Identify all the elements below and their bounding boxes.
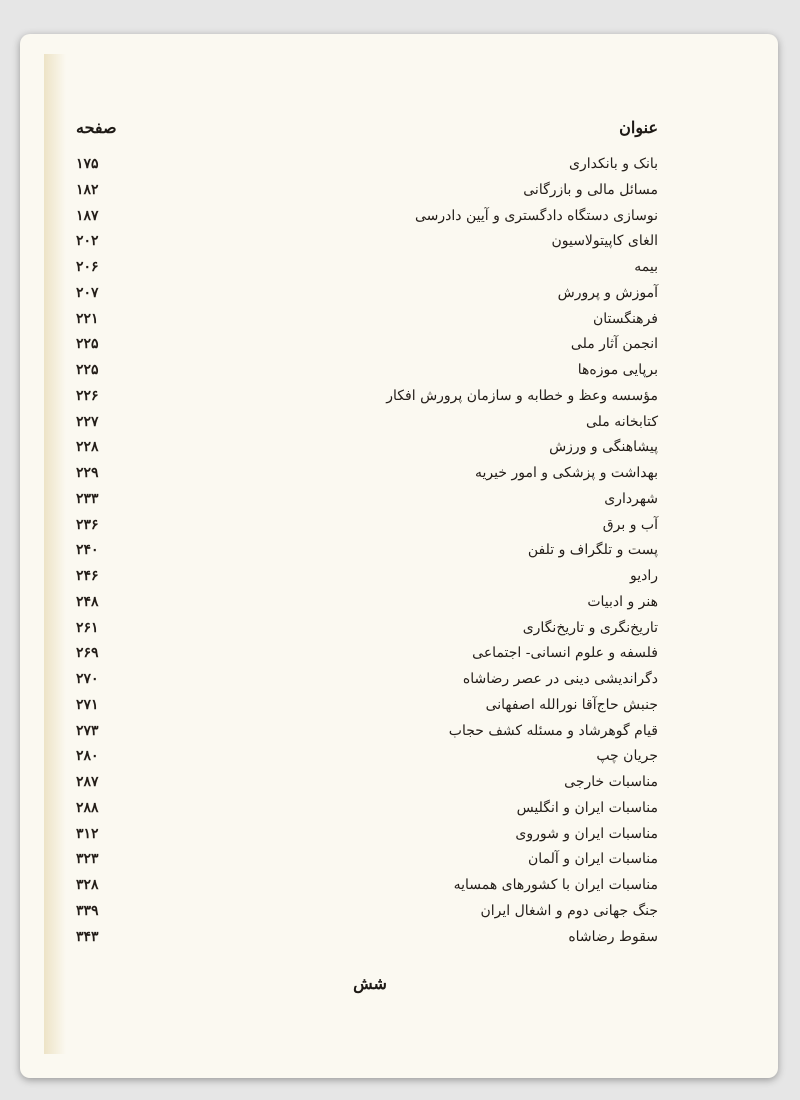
toc-entry-page-number: ۲۷۰	[76, 671, 99, 687]
toc-entry-page-number: ۳۲۳	[76, 851, 99, 868]
table-of-contents-list	[76, 154, 658, 952]
toc-entry-page-number: ۲۸۸	[76, 799, 99, 816]
toc-entry	[76, 875, 658, 901]
toc-entry-title: بیمه	[634, 259, 658, 275]
toc-entry	[76, 566, 658, 592]
toc-entry-title: جریان چپ	[596, 748, 658, 765]
toc-entry	[76, 206, 658, 232]
toc-entry	[76, 386, 658, 412]
toc-entry-page-number: ۲۰۲	[76, 233, 99, 250]
toc-entry-page-number: ۲۰۷	[76, 284, 99, 301]
toc-entry	[76, 772, 658, 798]
toc-entry-title: رادیو	[629, 568, 658, 584]
toc-entry-page-number: ۱۸۷	[76, 207, 99, 224]
toc-entry	[76, 154, 658, 180]
toc-entry-page-number: ۳۲۸	[76, 877, 99, 893]
toc-entry-page-number: ۳۱۲	[76, 825, 99, 842]
toc-entry-title: پست و تلگراف و تلفن	[527, 542, 658, 559]
page-column-heading: صفحه	[76, 118, 117, 137]
toc-entry-title: الغای کاپیتولاسیون	[551, 233, 658, 250]
toc-entry	[76, 334, 658, 360]
toc-entry	[76, 309, 658, 335]
toc-entry	[76, 721, 658, 747]
toc-entry-page-number: ۲۸۷	[76, 774, 99, 790]
toc-entry-title: فرهنگستان	[592, 310, 658, 327]
toc-entry-title: شهرداری	[604, 490, 658, 507]
toc-entry-title: بهداشت و پزشکی و امور خیریه	[475, 465, 658, 481]
toc-header	[76, 118, 658, 142]
toc-entry-page-number: ۲۲۵	[76, 362, 99, 378]
toc-entry	[76, 618, 658, 644]
book-page	[20, 34, 778, 1078]
toc-entry-title: آب و برق	[602, 516, 658, 533]
toc-entry	[76, 231, 658, 257]
toc-entry-title: سقوط رضاشاه	[568, 928, 658, 945]
toc-entry-title: مناسبات ایران با کشورهای همسایه	[453, 877, 658, 893]
toc-entry	[76, 360, 658, 386]
toc-entry-page-number: ۲۰۶	[76, 259, 99, 275]
toc-entry-title: مناسبات ایران و آلمان	[528, 851, 658, 868]
toc-entry-title: دگراندیشی دینی در عصر رضاشاه	[462, 671, 658, 687]
toc-entry	[76, 257, 658, 283]
toc-entry	[76, 437, 658, 463]
toc-entry-page-number: ۳۴۳	[76, 928, 99, 945]
toc-entry-page-number: ۲۳۳	[76, 490, 99, 507]
toc-entry-page-number: ۲۶۹	[76, 645, 99, 662]
toc-entry-page-number: ۱۷۵	[76, 156, 99, 172]
toc-entry-title: فلسفه و علوم انسانی- اجتماعی	[472, 645, 658, 662]
toc-entry	[76, 901, 658, 927]
toc-entry-page-number: ۲۲۸	[76, 439, 99, 456]
toc-entry-title: هنر و ادبیات	[587, 593, 658, 610]
toc-entry	[76, 412, 658, 438]
title-column-heading: عنوان	[619, 118, 658, 137]
toc-entry	[76, 695, 658, 721]
toc-entry	[76, 798, 658, 824]
toc-entry-title: برپایی موزه‌ها	[577, 362, 658, 378]
toc-entry	[76, 283, 658, 309]
toc-entry-page-number: ۲۴۸	[76, 593, 99, 610]
toc-entry	[76, 849, 658, 875]
toc-entry	[76, 669, 658, 695]
toc-entry-title: پیشاهنگی و ورزش	[549, 439, 658, 456]
toc-entry-page-number: ۲۸۰	[76, 748, 99, 765]
toc-entry	[76, 463, 658, 489]
toc-entry-title: قیام گوهرشاد و مسئله کشف حجاب	[448, 722, 658, 739]
toc-entry-page-number: ۲۴۶	[76, 568, 99, 584]
toc-entry-title: بانک و بانکداری	[569, 156, 658, 172]
toc-entry-title: مناسبات ایران و شوروی	[515, 825, 658, 842]
toc-entry	[76, 540, 658, 566]
toc-entry-title: مناسبات ایران و انگلیس	[516, 799, 658, 816]
toc-entry-title: مناسبات خارجی	[564, 774, 658, 790]
toc-entry	[76, 180, 658, 206]
toc-entry-title: آموزش و پرورش	[557, 284, 658, 301]
toc-entry	[76, 824, 658, 850]
toc-entry-page-number: ۲۷۱	[76, 696, 99, 713]
toc-entry-page-number: ۱۸۲	[76, 181, 99, 198]
page-number-folio: شش	[353, 974, 387, 993]
toc-entry-page-number: ۳۳۹	[76, 902, 99, 919]
toc-entry-page-number: ۲۲۱	[76, 310, 99, 327]
toc-entry-title: جنبش حاج‌آقا نورالله اصفهانی	[485, 696, 658, 713]
toc-entry-page-number: ۲۶۱	[76, 619, 99, 636]
toc-entry-page-number: ۲۷۳	[76, 722, 99, 739]
toc-entry-title: تاریخ‌نگری و تاریخ‌نگاری	[522, 619, 658, 636]
toc-entry-page-number: ۲۲۹	[76, 465, 99, 481]
toc-entry-page-number: ۲۳۶	[76, 516, 99, 533]
page-fold-shading	[44, 54, 66, 1054]
toc-entry	[76, 746, 658, 772]
toc-entry-title: کتابخانه ملی	[585, 413, 658, 430]
toc-entry	[76, 489, 658, 515]
toc-entry-title: نوسازی دستگاه دادگستری و آیین دادرسی	[415, 207, 658, 224]
toc-entry	[76, 592, 658, 618]
toc-entry-page-number: ۲۴۰	[76, 542, 99, 559]
toc-entry-title: انجمن آثار ملی	[570, 336, 658, 353]
toc-entry	[76, 643, 658, 669]
toc-entry-page-number: ۲۲۷	[76, 413, 99, 430]
toc-entry-title: مؤسسه وعظ و خطابه و سازمان پرورش افکار	[386, 387, 658, 404]
toc-entry-title: مسائل مالی و بازرگانی	[523, 181, 658, 198]
toc-entry	[76, 927, 658, 953]
toc-entry-title: جنگ جهانی دوم و اشغال ایران	[480, 902, 658, 919]
toc-entry	[76, 515, 658, 541]
toc-entry-page-number: ۲۲۵	[76, 336, 99, 353]
toc-entry-page-number: ۲۲۶	[76, 387, 99, 404]
